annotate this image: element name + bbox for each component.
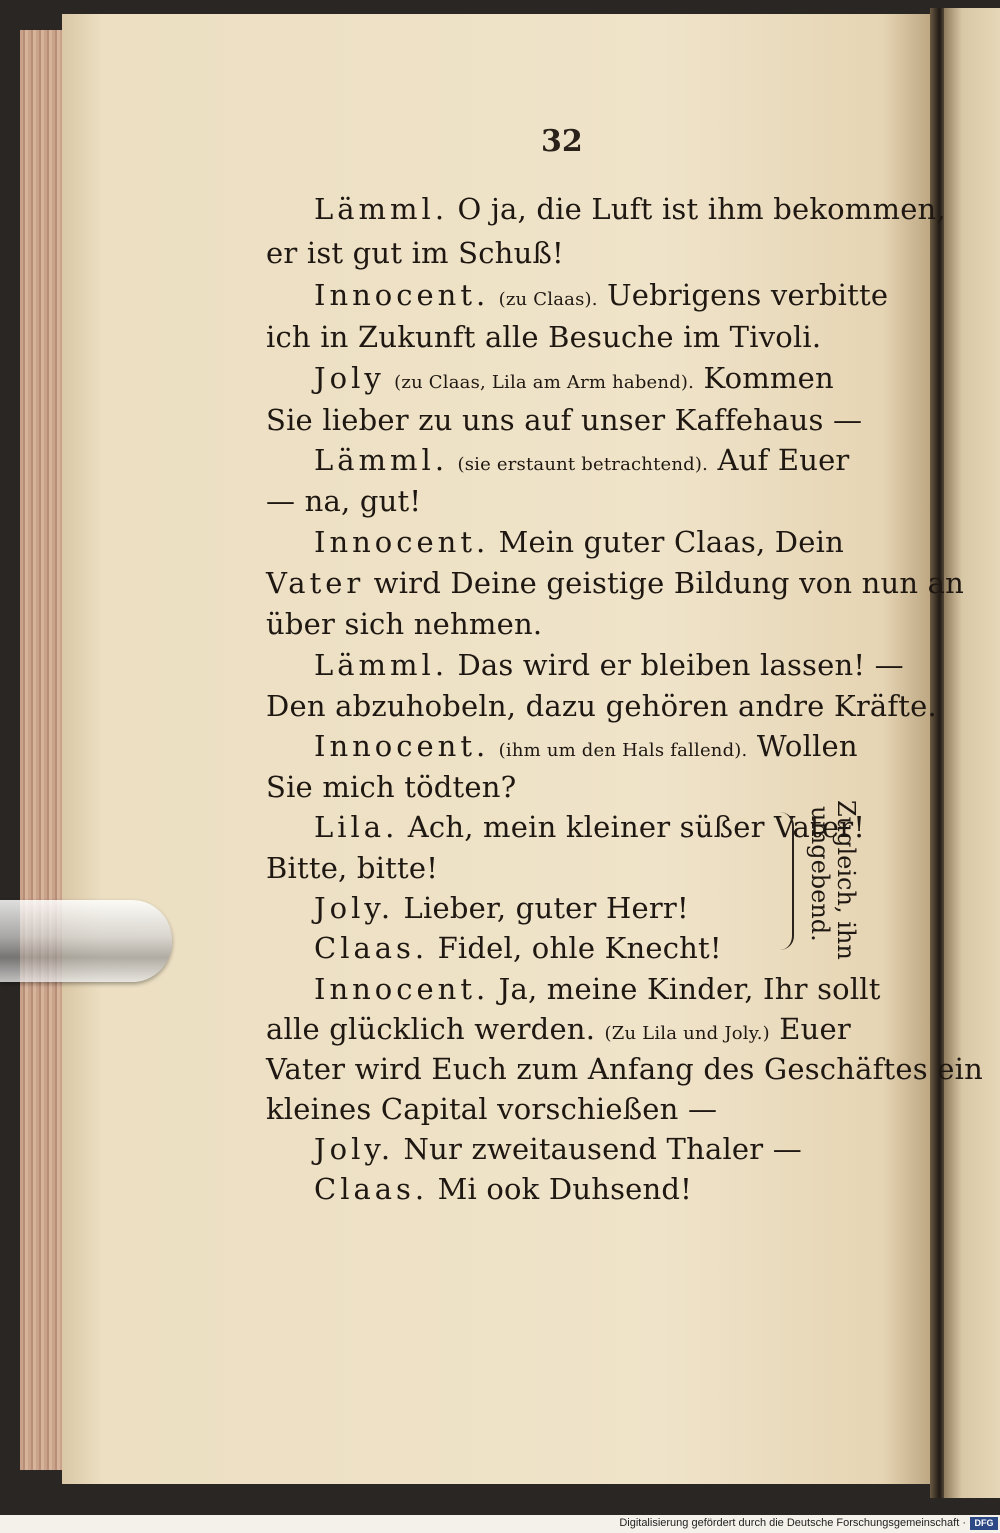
stage-direction: (sie erstaunt betrachtend). <box>457 454 709 475</box>
line-text: Ja, meine Kinder, Ihr sollt <box>498 972 881 1006</box>
text-line <box>314 648 904 682</box>
footer-credit: Digitalisierung gefördert durch die Deutsche Forschungsgemeinschaft · <box>619 1517 966 1529</box>
speaker: Joly <box>314 361 385 395</box>
line-text: Sie mich tödten? <box>266 770 517 804</box>
glass-page-holder <box>0 900 172 982</box>
dfg-logo: DFG <box>970 1517 998 1530</box>
text-line <box>266 770 516 804</box>
speaker: Joly. <box>314 891 395 925</box>
text-line <box>314 278 888 312</box>
line-text: Vater wird Euch zum Anfang des Geschäftes ein <box>266 1052 983 1086</box>
text-line <box>266 1012 851 1046</box>
line-text: Mein guter Claas, Dein <box>498 525 844 559</box>
speaker: Innocent. <box>314 278 490 312</box>
text-line <box>314 729 858 763</box>
speaker: Lämml. <box>314 192 449 226</box>
speaker: Lila. <box>314 810 399 844</box>
line-text: Mi ook Duhsend! <box>437 1172 693 1206</box>
line-text: kleines Capital vorschießen — <box>266 1092 718 1126</box>
text-line <box>266 566 964 600</box>
text-line <box>314 525 844 559</box>
text-line <box>314 931 722 965</box>
line-text: — na, gut! <box>266 484 422 518</box>
text-line <box>266 236 564 270</box>
text-line <box>266 320 821 354</box>
text-line <box>314 192 946 226</box>
line-text: Das wird er bleiben lassen! — <box>457 648 904 682</box>
text-line <box>314 972 881 1006</box>
footer-bar <box>0 1515 1000 1533</box>
line-text: Lieber, guter Herr! <box>403 891 689 925</box>
speaker: Lämml. <box>314 443 449 477</box>
speaker: Lämml. <box>314 648 449 682</box>
text-line <box>314 1172 692 1206</box>
text-line <box>266 607 542 641</box>
line-text: Kommen <box>703 361 834 395</box>
brace <box>774 812 794 950</box>
speaker: Claas. <box>314 931 429 965</box>
line-text: Uebrigens verbitte <box>607 278 889 312</box>
text-line <box>266 689 937 723</box>
stage-aside <box>808 800 868 960</box>
line-text: Nur zweitausend Thaler — <box>403 1132 802 1166</box>
speaker: Claas. <box>314 1172 429 1206</box>
line-text: über sich nehmen. <box>266 607 543 641</box>
aside-line: umgebend. <box>806 806 834 942</box>
stage-direction: (Zu Lila und Joly.) <box>604 1023 770 1044</box>
speaker: Vater <box>266 566 365 600</box>
text-line <box>266 403 862 437</box>
stage-direction: (zu Claas). <box>498 289 598 310</box>
line-text: Ach, mein kleiner süßer Vater! <box>407 810 866 844</box>
line-text: ich in Zukunft alle Besuche im Tivoli. <box>266 320 822 354</box>
speaker: Joly. <box>314 1132 395 1166</box>
line-text: Auf Euer <box>717 443 850 477</box>
speaker: Innocent. <box>314 729 490 763</box>
text-line <box>266 484 421 518</box>
stage-direction: (zu Claas, Lila am Arm habend). <box>394 372 695 393</box>
stage-direction: (ihm um den Hals fallend). <box>498 740 748 761</box>
speaker: Innocent. <box>314 525 490 559</box>
text-line <box>314 891 689 925</box>
line-text: Wollen <box>756 729 858 763</box>
line-text: er ist gut im Schuß! <box>266 236 564 270</box>
text-line <box>314 1132 802 1166</box>
line-text: wird Deine geistige Bildung von nun an <box>373 566 965 600</box>
line-text: Bitte, bitte! <box>266 851 439 885</box>
page-number: 32 <box>541 124 583 159</box>
line-text: O ja, die Luft ist ihm bekommen, <box>457 192 946 226</box>
text-line <box>266 851 438 885</box>
aside-line: Zugleich, ihn <box>832 800 860 960</box>
speaker: Innocent. <box>314 972 490 1006</box>
line-text: Den abzuhobeln, dazu gehören andre Kräfte. <box>266 689 937 723</box>
text-line <box>266 1092 717 1126</box>
text-line <box>314 443 850 477</box>
next-page-edge <box>944 8 1000 1498</box>
line-text: Fidel, ohle Knecht! <box>437 931 722 965</box>
line-text: alle glücklich werden. <box>266 1012 596 1046</box>
line-text: Sie lieber zu uns auf unser Kaffehaus — <box>266 403 863 437</box>
text-line <box>314 361 834 395</box>
line-text: Euer <box>779 1012 851 1046</box>
text-line <box>266 1052 983 1086</box>
